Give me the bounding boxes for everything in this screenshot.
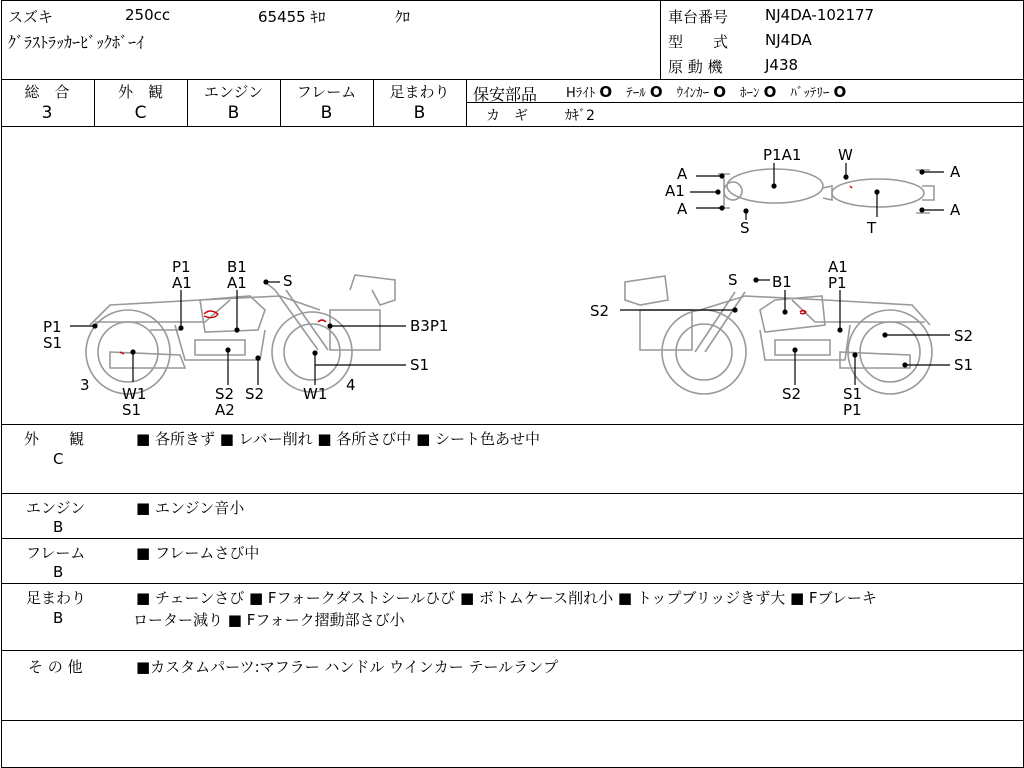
grade-exterior-value: C bbox=[134, 103, 147, 123]
label-top-a: A bbox=[677, 165, 688, 183]
grade-suspension-value: B bbox=[413, 103, 426, 123]
frame-no: NJ4DA-102177 bbox=[765, 6, 875, 24]
frame-no-label: 車台番号 bbox=[668, 8, 729, 26]
label-top-a: A bbox=[677, 200, 688, 218]
remark-suspension-label: 足まわり bbox=[26, 589, 87, 607]
remark-suspension-text: ■ チェーンさび ■ Fフォークダストシールひび ■ ボトムケース削れ小 ■ トップブリッジきず大 ■ Fブレーキ bbox=[136, 589, 877, 607]
motorcycle-top-view bbox=[718, 169, 934, 213]
divider bbox=[1, 79, 1023, 80]
label-left-a1: A1 bbox=[227, 274, 247, 292]
label-left-s1: S1 bbox=[122, 401, 142, 419]
type-value: NJ4DA bbox=[765, 31, 812, 49]
label-right-s1: S1 bbox=[954, 356, 974, 374]
label-left-p1: P1 bbox=[43, 318, 62, 336]
label-left-w1: W1 bbox=[303, 385, 328, 403]
engine-value: J438 bbox=[765, 56, 799, 74]
grade-engine-value: B bbox=[227, 103, 240, 123]
label-top-a1: A1 bbox=[665, 182, 685, 200]
label-top-a: A bbox=[950, 201, 961, 219]
label-left-s: S bbox=[283, 272, 293, 290]
grade-exterior-label: 外 観 bbox=[117, 83, 163, 101]
remark-suspension-text-2: ローター減り ■ Fフォーク摺動部さび小 bbox=[133, 611, 405, 629]
label-right-a1: A1 bbox=[828, 258, 848, 276]
safety-taillight: ﾃｰﾙ O bbox=[626, 83, 663, 101]
label-top-p1a1: P1A1 bbox=[763, 146, 802, 164]
remark-other-label: そ の 他 bbox=[28, 658, 83, 676]
grade-frame-label: フレーム bbox=[296, 83, 357, 101]
label-left-w1: W1 bbox=[122, 385, 147, 403]
label-right-p1: P1 bbox=[828, 274, 847, 292]
label-left-b3p1: B3P1 bbox=[410, 317, 449, 335]
label-left-3: 3 bbox=[80, 376, 90, 394]
divider bbox=[1, 424, 1023, 425]
safety-winker: ｳｲﾝｶｰ O bbox=[676, 83, 726, 101]
label-right-s1: S1 bbox=[843, 385, 863, 403]
safety-items bbox=[566, 82, 1016, 101]
divider bbox=[1, 583, 1023, 584]
remark-engine-label: エンジン bbox=[26, 499, 86, 517]
remark-engine-grade: B bbox=[53, 518, 64, 536]
label-top-w: W bbox=[838, 146, 853, 164]
remark-suspension-grade: B bbox=[53, 609, 64, 627]
label-left-s2: S2 bbox=[245, 385, 265, 403]
mileage: 65455 ｷﾛ bbox=[258, 8, 326, 26]
grade-overall-label: 総 合 bbox=[24, 83, 70, 101]
safety-label: 保安部品 bbox=[473, 85, 538, 104]
key-value: ｶｷﾞ2 bbox=[565, 108, 595, 124]
divider bbox=[1, 650, 1023, 651]
remark-frame-text: ■ フレームさび中 bbox=[136, 544, 260, 562]
divider bbox=[1, 538, 1023, 539]
grade-overall-value: 3 bbox=[41, 103, 53, 123]
label-left-s2: S2 bbox=[215, 385, 235, 403]
model-name: ｸﾞﾗｽﾄﾗｯｶｰﾋﾞｯｸﾎﾞｰｲ bbox=[8, 33, 145, 52]
header-divider bbox=[660, 0, 661, 79]
remark-exterior-label: 外 観 bbox=[24, 430, 85, 448]
label-left-s1: S1 bbox=[43, 334, 63, 352]
label-top-a: A bbox=[950, 163, 961, 181]
label-right-s2: S2 bbox=[590, 302, 610, 320]
label-left-p1: P1 bbox=[172, 258, 191, 276]
divider bbox=[466, 102, 1023, 103]
grade-frame-value: B bbox=[320, 103, 333, 123]
label-left-s1: S1 bbox=[410, 356, 430, 374]
label-left-4: 4 bbox=[346, 376, 356, 394]
displacement: 250cc bbox=[125, 6, 171, 24]
label-left-b1: B1 bbox=[227, 258, 247, 276]
remark-exterior-text: ■ 各所きず ■ レバー削れ ■ 各所さび中 ■ シート色あせ中 bbox=[136, 430, 541, 448]
safety-horn: ﾎｰﾝ O bbox=[740, 83, 777, 101]
make: スズキ bbox=[8, 8, 54, 26]
divider bbox=[1, 493, 1023, 494]
label-right-b1: B1 bbox=[772, 273, 792, 291]
remark-other-text: ■カスタムパーツ:マフラー ハンドル ウインカー テールランプ bbox=[136, 658, 559, 676]
grade-engine-label: エンジン bbox=[203, 83, 264, 101]
label-right-s2: S2 bbox=[782, 385, 802, 403]
safety-battery: ﾊﾞｯﾃﾘｰ O bbox=[790, 83, 847, 101]
remark-engine-text: ■ エンジン音小 bbox=[136, 499, 245, 517]
divider bbox=[1, 720, 1023, 721]
label-top-s: S bbox=[740, 219, 750, 237]
engine-label: 原 動 機 bbox=[668, 58, 723, 76]
remark-frame-grade: B bbox=[53, 563, 64, 581]
motorcycle-diagram bbox=[0, 127, 1022, 424]
label-right-s: S bbox=[728, 271, 738, 289]
safety-headlight: Hﾗｲﾄ O bbox=[566, 83, 613, 101]
remark-exterior-grade: C bbox=[53, 450, 64, 468]
type-label: 型 式 bbox=[668, 33, 729, 51]
color: ｸﾛ bbox=[395, 8, 411, 26]
label-top-t: T bbox=[867, 219, 877, 237]
label-left-a2: A2 bbox=[215, 401, 235, 419]
label-right-s2: S2 bbox=[954, 327, 974, 345]
key-label: カ ギ bbox=[486, 108, 528, 124]
remark-frame-label: フレーム bbox=[26, 544, 86, 562]
label-left-a1: A1 bbox=[172, 274, 192, 292]
label-right-p1: P1 bbox=[843, 401, 862, 419]
grade-suspension-label: 足まわり bbox=[389, 83, 450, 101]
